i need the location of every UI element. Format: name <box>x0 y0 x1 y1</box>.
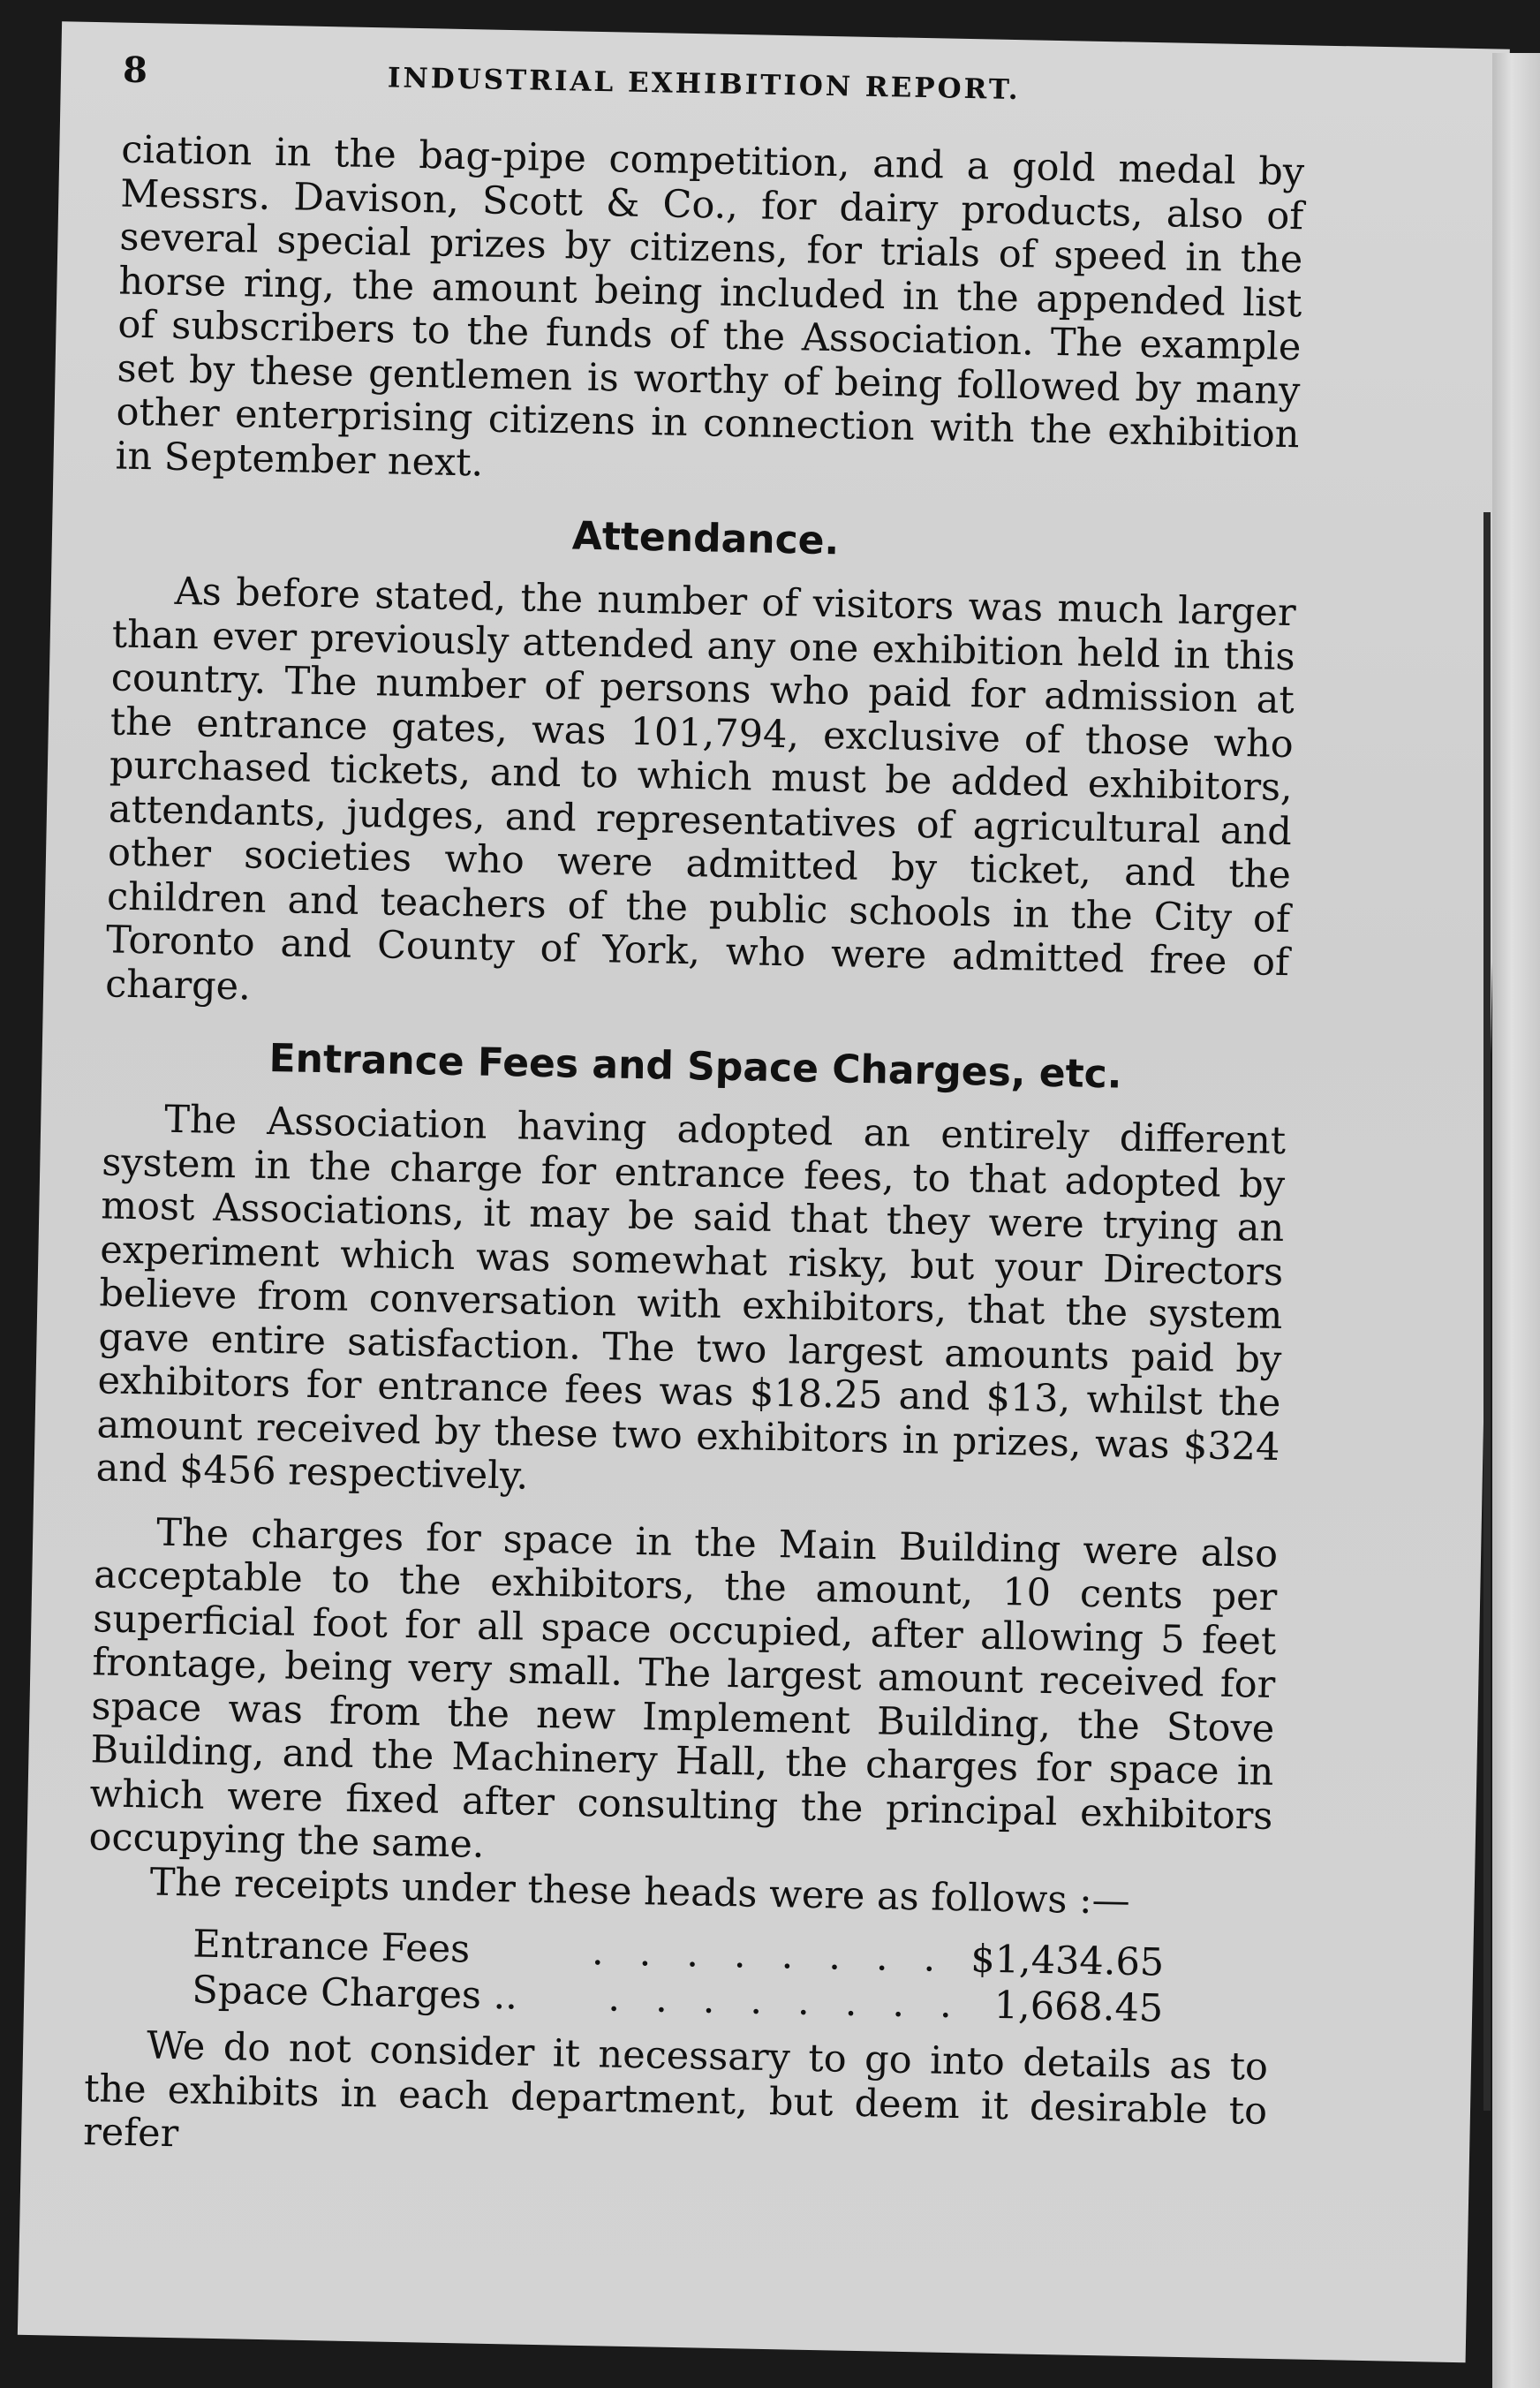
fees-paragraph-2: The charges for space in the Main Building were also acceptable to the exhibitors, the amount, 10 cents per superficial foot for all space occupied, after allowing 5 feet frontage, being very small. The largest amount received for space was from the new Implement Building, the Stove Building, and the Machinery Hall, the charges for space in which were fixed after consulting the principal exhibitors occupying the same. <box>88 1510 1279 1867</box>
fees-heading: Entrance Fees and Space Charges, etc. <box>268 1035 1122 1098</box>
leader-dots: ........ <box>608 1976 988 2028</box>
attendance-heading: Attendance. <box>571 513 840 564</box>
closing-paragraph: We do not consider it necessary to go into details as to the exhibits in each department, but deem it desirable to refer <box>82 2023 1269 2157</box>
intro-paragraph: ciation in the bag-pipe competition, and a gold medal by Messrs. Davison, Scott & Co., for dairy products, also of several special prizes by citizens, for trials of speed in the horse ring, the amount being included in the appended list of subscribers to the funds of the Association. The example set by these gentlemen is worthy of being followed by many other enterprising citizens in connection with the exhibition in September next. <box>115 127 1305 486</box>
adjacent-page-edge <box>1492 53 1540 2388</box>
fees-paragraph-1: The Association having adopted an entirely different system in the charge for entrance fees, to that adopted by most Associations, it may be said that they were trying an experiment which was somewhat risky, but your Directors believe from conversation with exhibitors, that the system gave entire satisfaction. The two largest amounts paid by exhibitors for entrance fees was $18.25 and $13, whilst the amount received by these two exhibitors in prizes, was $324 and $456 respectively. <box>95 1097 1287 1499</box>
page <box>18 21 1510 2362</box>
page-content <box>83 49 1307 2178</box>
page-number: 8 <box>122 49 148 92</box>
running-head: INDUSTRIAL EXHIBITION REPORT. <box>387 62 1021 107</box>
receipts-table <box>192 1922 1271 2034</box>
attendance-paragraph: As before stated, the number of visitors was much larger than ever previously attended any one exhibition held in this country. The number of persons who paid for admission at the entrance gates, was 101,794, exclusive of those who purchased tickets, and to which must be added exhibitors, attendants, judges, and representatives of agricultural and other societies who were admitted by ticket, and the children and teachers of the public schools in the City of Toronto and County of York, who were admitted free of charge. <box>104 569 1297 1009</box>
leader-dots: ........ <box>591 1930 971 1982</box>
receipt-amount: 1,668.45 <box>993 1983 1164 2031</box>
binding-edge-mark <box>1483 512 1491 2111</box>
receipt-amount: $1,434.65 <box>970 1937 1165 1985</box>
receipt-label: Entrance Fees <box>192 1922 471 1972</box>
receipts-intro: The receipts under these heads were as follows :— <box>149 1860 1131 1923</box>
receipt-label: Space Charges .. <box>191 1968 518 2019</box>
